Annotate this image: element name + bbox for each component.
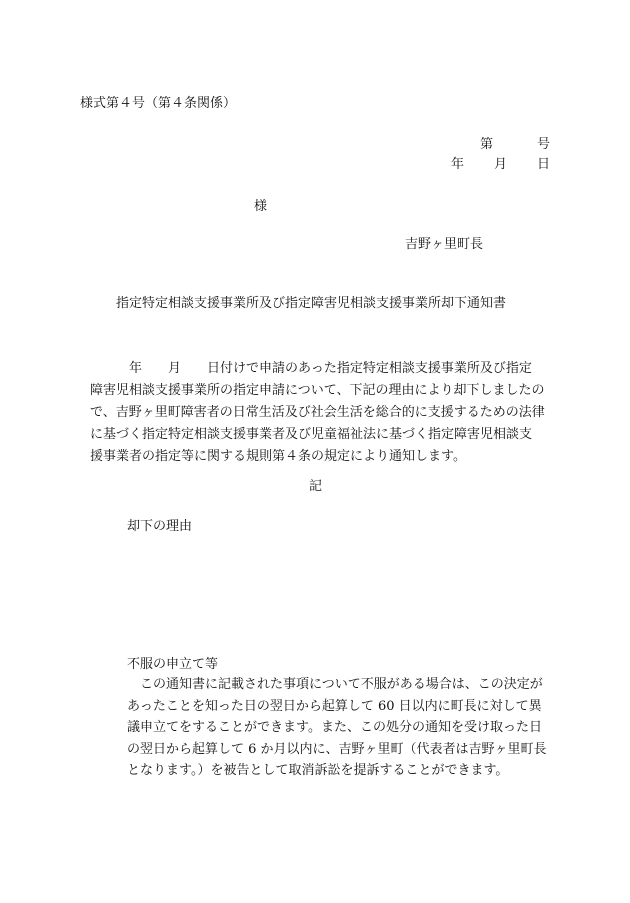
form-number: 様式第４号（第４条関係） — [80, 96, 237, 111]
document-title: 指定特定相談支援事業所及び指定障害児相談支援事業所却下通知書 — [116, 296, 507, 311]
date-month: 月 — [493, 157, 507, 172]
appeal-heading: 不服の申立て等 — [127, 657, 219, 672]
body-line: で、吉野ヶ里町障害者の日常生活及び社会生活を総合的に支援するための法律 — [90, 405, 545, 420]
body-line: 年 月 日付けで申請のあった指定特定相談支援事業所及び指定 — [90, 361, 532, 376]
document-number — [480, 138, 550, 151]
doc-number-suffix: 号 — [536, 137, 550, 152]
body-line: 障害児相談支援事業所の指定申請について、下記の理由により却下しましたの — [90, 383, 545, 398]
body-paragraph — [90, 358, 560, 468]
issue-date — [451, 158, 550, 171]
addressee: 様 — [254, 199, 268, 214]
appeal-line: となります。）を被告として取消訴訟を提訴することができます。 — [127, 763, 509, 778]
doc-number-prefix: 第 — [479, 137, 493, 152]
body-line: に基づく指定特定相談支援事業者及び児童福祉法に基づく指定障害児相談支 — [90, 427, 533, 442]
appeal-line: あったことを知った日の翌日から起算して 60 日以内に町長に対して異 — [127, 698, 542, 714]
appeal-line: 議申立てをすることができます。また、この処分の通知を受け取った日 — [127, 720, 542, 735]
appeal-line: の翌日から起算して 6 か月以内に、吉野ヶ里町（代表者は吉野ヶ里町長 — [127, 741, 547, 757]
body-line: 援事業者の指定等に関する規則第４条の規定により通知します。 — [90, 449, 466, 464]
issuer: 吉野ヶ里町長 — [405, 237, 484, 252]
date-year: 年 — [450, 157, 464, 172]
ki-marker: 記 — [309, 479, 323, 494]
appeal-paragraph — [127, 674, 557, 782]
rejection-reason-heading: 却下の理由 — [127, 519, 193, 534]
appeal-line: この通知書に記載された事項について不服がある場合は、この決定が — [127, 677, 543, 692]
date-day: 日 — [536, 157, 550, 172]
